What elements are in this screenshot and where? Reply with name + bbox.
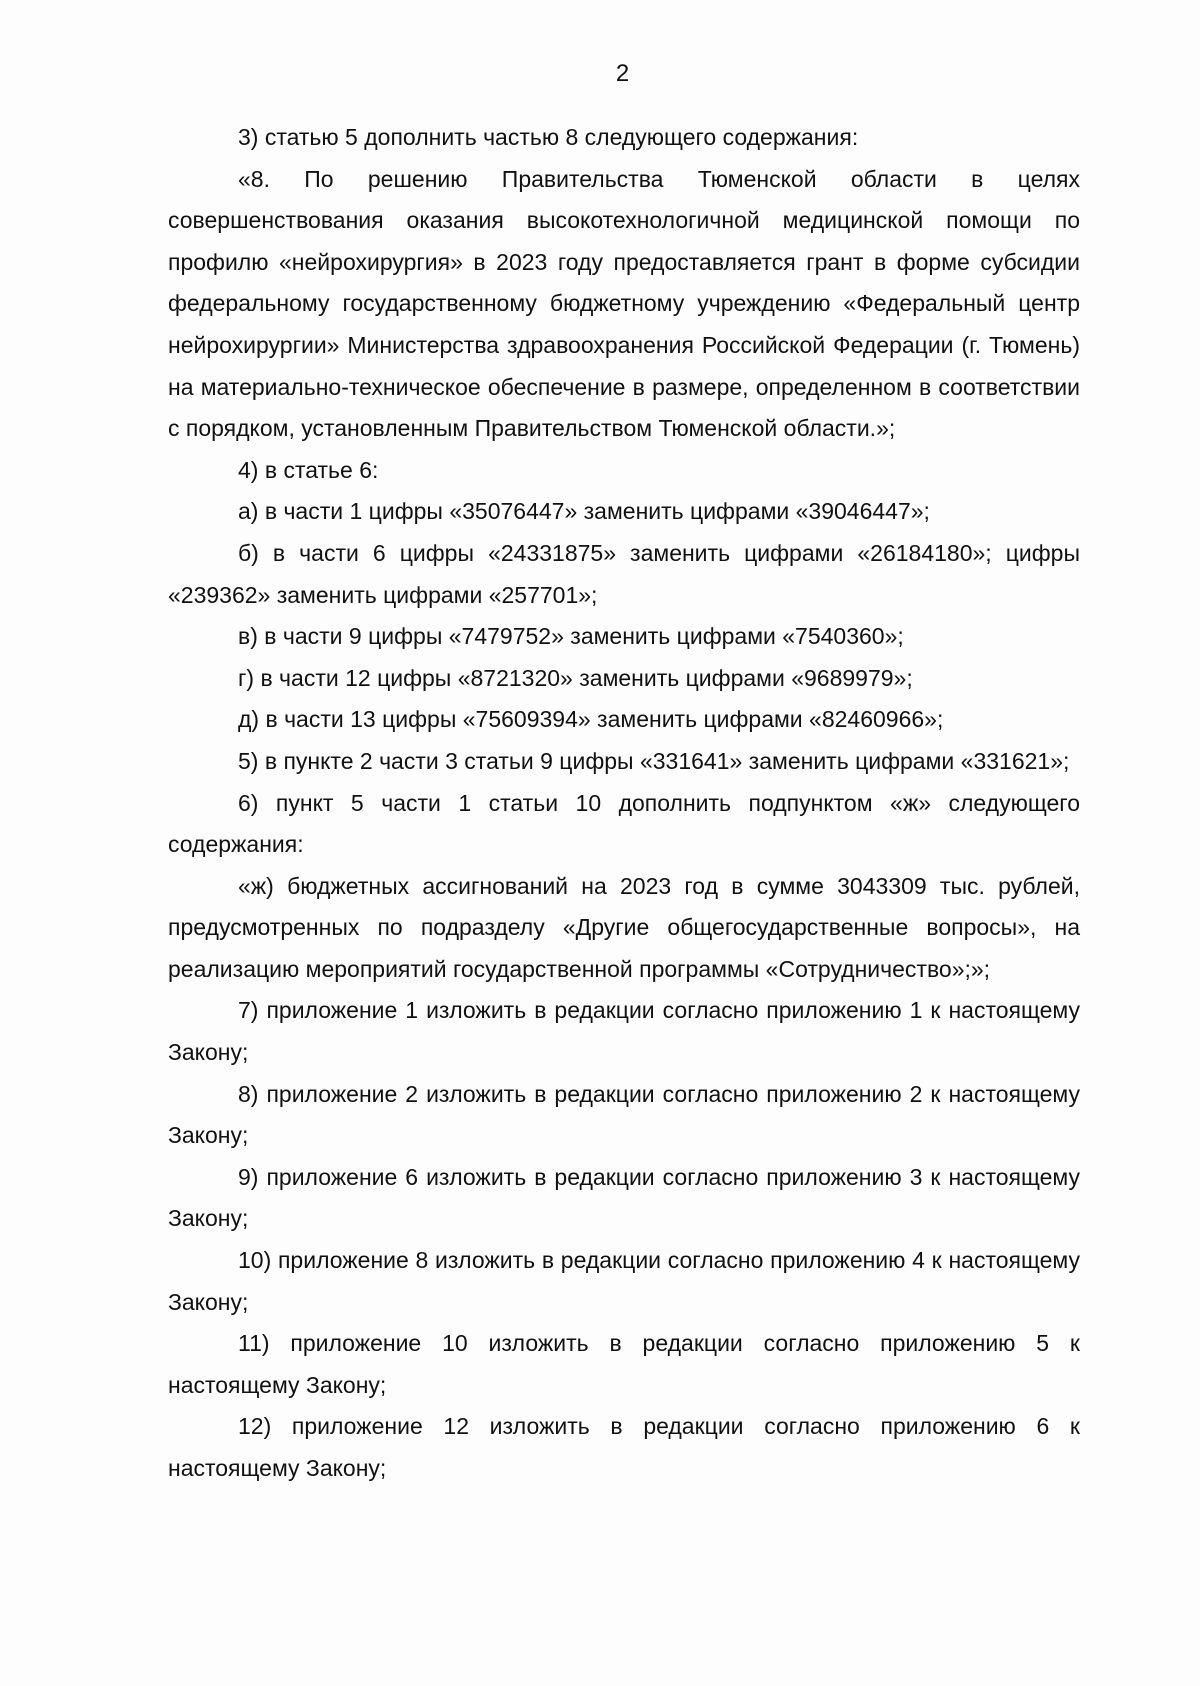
- paragraph-10: 6) пункт 5 части 1 статьи 10 дополнить подпунктом «ж» следующего содержания:: [168, 789, 1080, 858]
- paragraph-12: 7) приложение 1 изложить в редакции согласно приложению 1 к настоящему Закону;: [168, 997, 1080, 1066]
- paragraph-1: 3) статью 5 дополнить частью 8 следующего содержания:: [238, 124, 859, 150]
- paragraph-5: б) в части 6 цифры «24331875» заменить цифрами «26184180»; цифры «239362» заменить цифрами «257701»;: [168, 539, 1080, 608]
- paragraph-16: 11) приложение 10 изложить в редакции согласно приложению 5 к настоящему Закону;: [168, 1330, 1080, 1398]
- paragraph-4: а) в части 1 цифры «35076447» заменить цифрами «39046447»;: [238, 498, 930, 525]
- paragraph-7: г) в части 12 цифры «8721320» заменить цифрами «9689979»;: [238, 664, 913, 691]
- paragraph-17: 12) приложение 12 изложить в редакции согласно приложению 6 к настоящему Закону;: [168, 1413, 1080, 1481]
- paragraph-8: д) в части 13 цифры «75609394» заменить цифрами «82460966»;: [238, 706, 944, 733]
- paragraph-14: 9) приложение 6 изложить в редакции согласно приложению 3 к настоящему Закону;: [168, 1163, 1080, 1232]
- paragraph-2: «8. По решению Правительства Тюменской области в целях совершенствования оказания высокотехнологичной медицинской помощи по профилю «нейрохирургия» в 2023 году предоставляется грант в форме субсидии федеральному государственному бюджетному учреждению «Федеральный центр нейрохирургии» Министерства здравоохранения Российской Федерации (г. Тюмень) на материально-техническое обеспечение в размере, определенном в соответствии с порядком, установленным Правительством Тюменской области.»;: [168, 165, 1080, 442]
- paragraph-11: «ж) бюджетных ассигнований на 2023 год в сумме 3043309 тыс. рублей, предусмотренных по подразделу «Другие общегосударственные вопросы», на реализацию мероприятий государственной программы «Сотрудничество»;»;: [168, 872, 1080, 982]
- paragraph-9: 5) в пункте 2 части 3 статьи 9 цифры «331641» заменить цифрами «331621»;: [238, 747, 1070, 774]
- paragraph-13: 8) приложение 2 изложить в редакции согласно приложению 2 к настоящему Закону;: [168, 1080, 1080, 1149]
- document-body: [168, 117, 1080, 1490]
- page-number: 2: [615, 60, 630, 87]
- paragraph-6: в) в части 9 цифры «7479752» заменить цифрами «7540360»;: [238, 623, 904, 650]
- paragraph-3: 4) в статье 6:: [238, 456, 379, 483]
- paragraph-15: 10) приложение 8 изложить в редакции согласно приложению 4 к настоящему Закону;: [168, 1247, 1080, 1315]
